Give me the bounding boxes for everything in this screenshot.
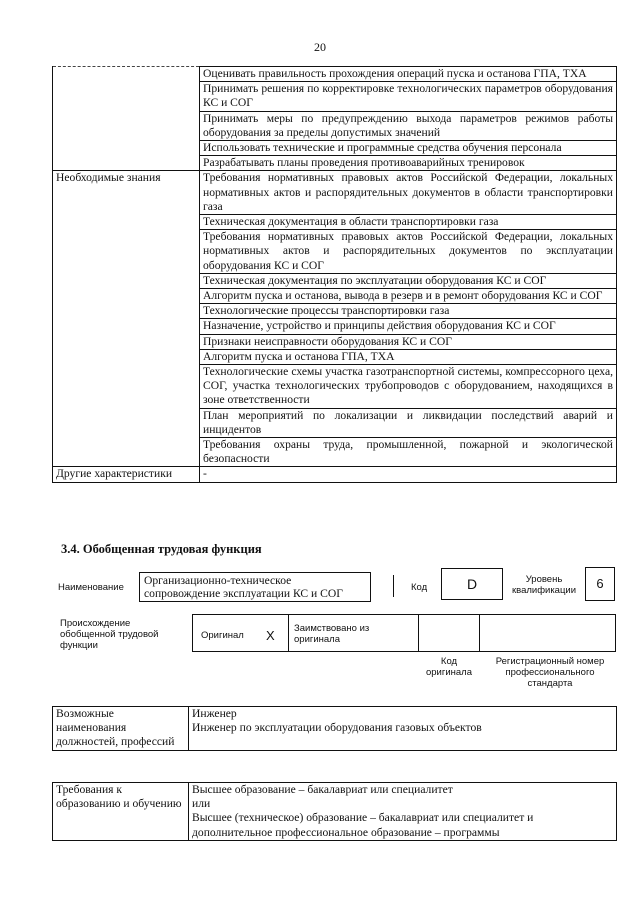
row-category: Необходимые знания xyxy=(53,171,200,467)
name-label: Наименование xyxy=(58,582,124,593)
origin-original-cell xyxy=(193,615,289,651)
row-category xyxy=(53,67,200,171)
row-text: Оценивать правильность прохождения операций пуска и останова ГПА, ТХА xyxy=(200,67,617,82)
row-text: Алгоритм пуска и останова, вывода в резерв и в ремонт оборудования КС и СОГ xyxy=(200,289,617,304)
row-text: - xyxy=(200,467,617,482)
position-item: Инженер xyxy=(192,707,237,720)
education-table xyxy=(52,782,617,841)
row-text: План мероприятий по локализации и ликвидации последствий аварий и инцидентов xyxy=(200,408,617,437)
original-label: Оригинал xyxy=(201,630,244,641)
code-label: Код xyxy=(411,582,428,593)
education-item: или xyxy=(192,797,211,811)
origin-code-cell xyxy=(419,615,480,651)
row-text: Использовать технические и программные средства обучения персонала xyxy=(200,141,617,156)
row-text: Технологические процессы транспортировки газа xyxy=(200,304,617,319)
page-number: 20 xyxy=(314,40,326,54)
borrowed-label: Заимствовано из оригинала xyxy=(294,623,370,645)
origin-label: Происхождение обобщенной трудовой функции xyxy=(60,618,159,651)
positions-values xyxy=(189,707,617,751)
qualification-level-label: Уровень квалификации xyxy=(511,574,577,596)
row-text: Алгоритм пуска и останова ГПА, ТХА xyxy=(200,349,617,364)
row-text: Техническая документация по эксплуатации оборудования КС и СОГ xyxy=(200,273,617,288)
row-text: Признаки неисправности оборудования КС и СОГ xyxy=(200,334,617,349)
origin-box xyxy=(192,614,616,652)
row-text: Требования охраны труда, промышленной, пожарной и экологической безопасности xyxy=(200,438,617,467)
position-item: Инженер по эксплуатации оборудования газовых объектов xyxy=(192,721,482,735)
row-text: Разрабатывать планы проведения противоаварийных тренировок xyxy=(200,156,617,171)
caption-code-original: Код оригинала xyxy=(425,656,472,678)
row-text: Техническая документация в области транспортировки газа xyxy=(200,215,617,230)
section-title: 3.4. Обобщенная трудовая функция xyxy=(61,542,262,556)
code-field: D xyxy=(441,568,503,600)
row-text: Требования нормативных правовых актов Российской Федерации, локальных нормативных актов и распорядительных документов по эксплуатации оборудования КС и СОГ xyxy=(200,230,617,274)
function-name-field: Организационно-техническое сопровождение эксплуатации КС и СОГ xyxy=(139,572,371,602)
origin-borrowed-cell xyxy=(289,615,419,651)
skills-knowledge-table xyxy=(52,66,617,483)
row-text: Технологические схемы участка газотранспортной системы, компрессорного цеха, СОГ, участка технологических трубопроводов с оборудованием, находящихся в зоне ответственности xyxy=(200,365,617,409)
positions-table xyxy=(52,706,617,751)
origin-reg-cell xyxy=(480,615,615,651)
table-row xyxy=(53,467,617,482)
row-category: Другие характеристики xyxy=(53,467,200,482)
row-text: Назначение, устройство и принципы действия оборудования КС и СОГ xyxy=(200,319,617,334)
original-mark: X xyxy=(266,628,275,643)
education-item: Высшее образование – бакалавриат или специалитет xyxy=(192,783,453,796)
divider xyxy=(393,575,394,597)
row-text: Требования нормативных правовых актов Российской Федерации, локальных нормативных актов и распорядительных документов в области транспортировки газа xyxy=(200,171,617,215)
caption-registration-number: Регистрационный номер профессионального стандарта xyxy=(495,656,605,689)
row-text: Принимать решения по корректировке технологических параметров оборудования КС и СОГ xyxy=(200,82,617,111)
qualification-level-field: 6 xyxy=(585,567,615,601)
education-values xyxy=(189,783,617,841)
table-row xyxy=(53,67,617,82)
table-row xyxy=(53,171,617,215)
education-label: Требования к образованию и обучению xyxy=(53,783,189,841)
row-text: Принимать меры по предупреждению выхода параметров режимов работы оборудования за пределы допустимых значений xyxy=(200,111,617,140)
education-item: Высшее (техническое) образование – бакалавриат или специалитет и дополнительное профессиональное образование – программы xyxy=(192,811,534,839)
positions-label: Возможные наименования должностей, профессий xyxy=(53,707,189,751)
